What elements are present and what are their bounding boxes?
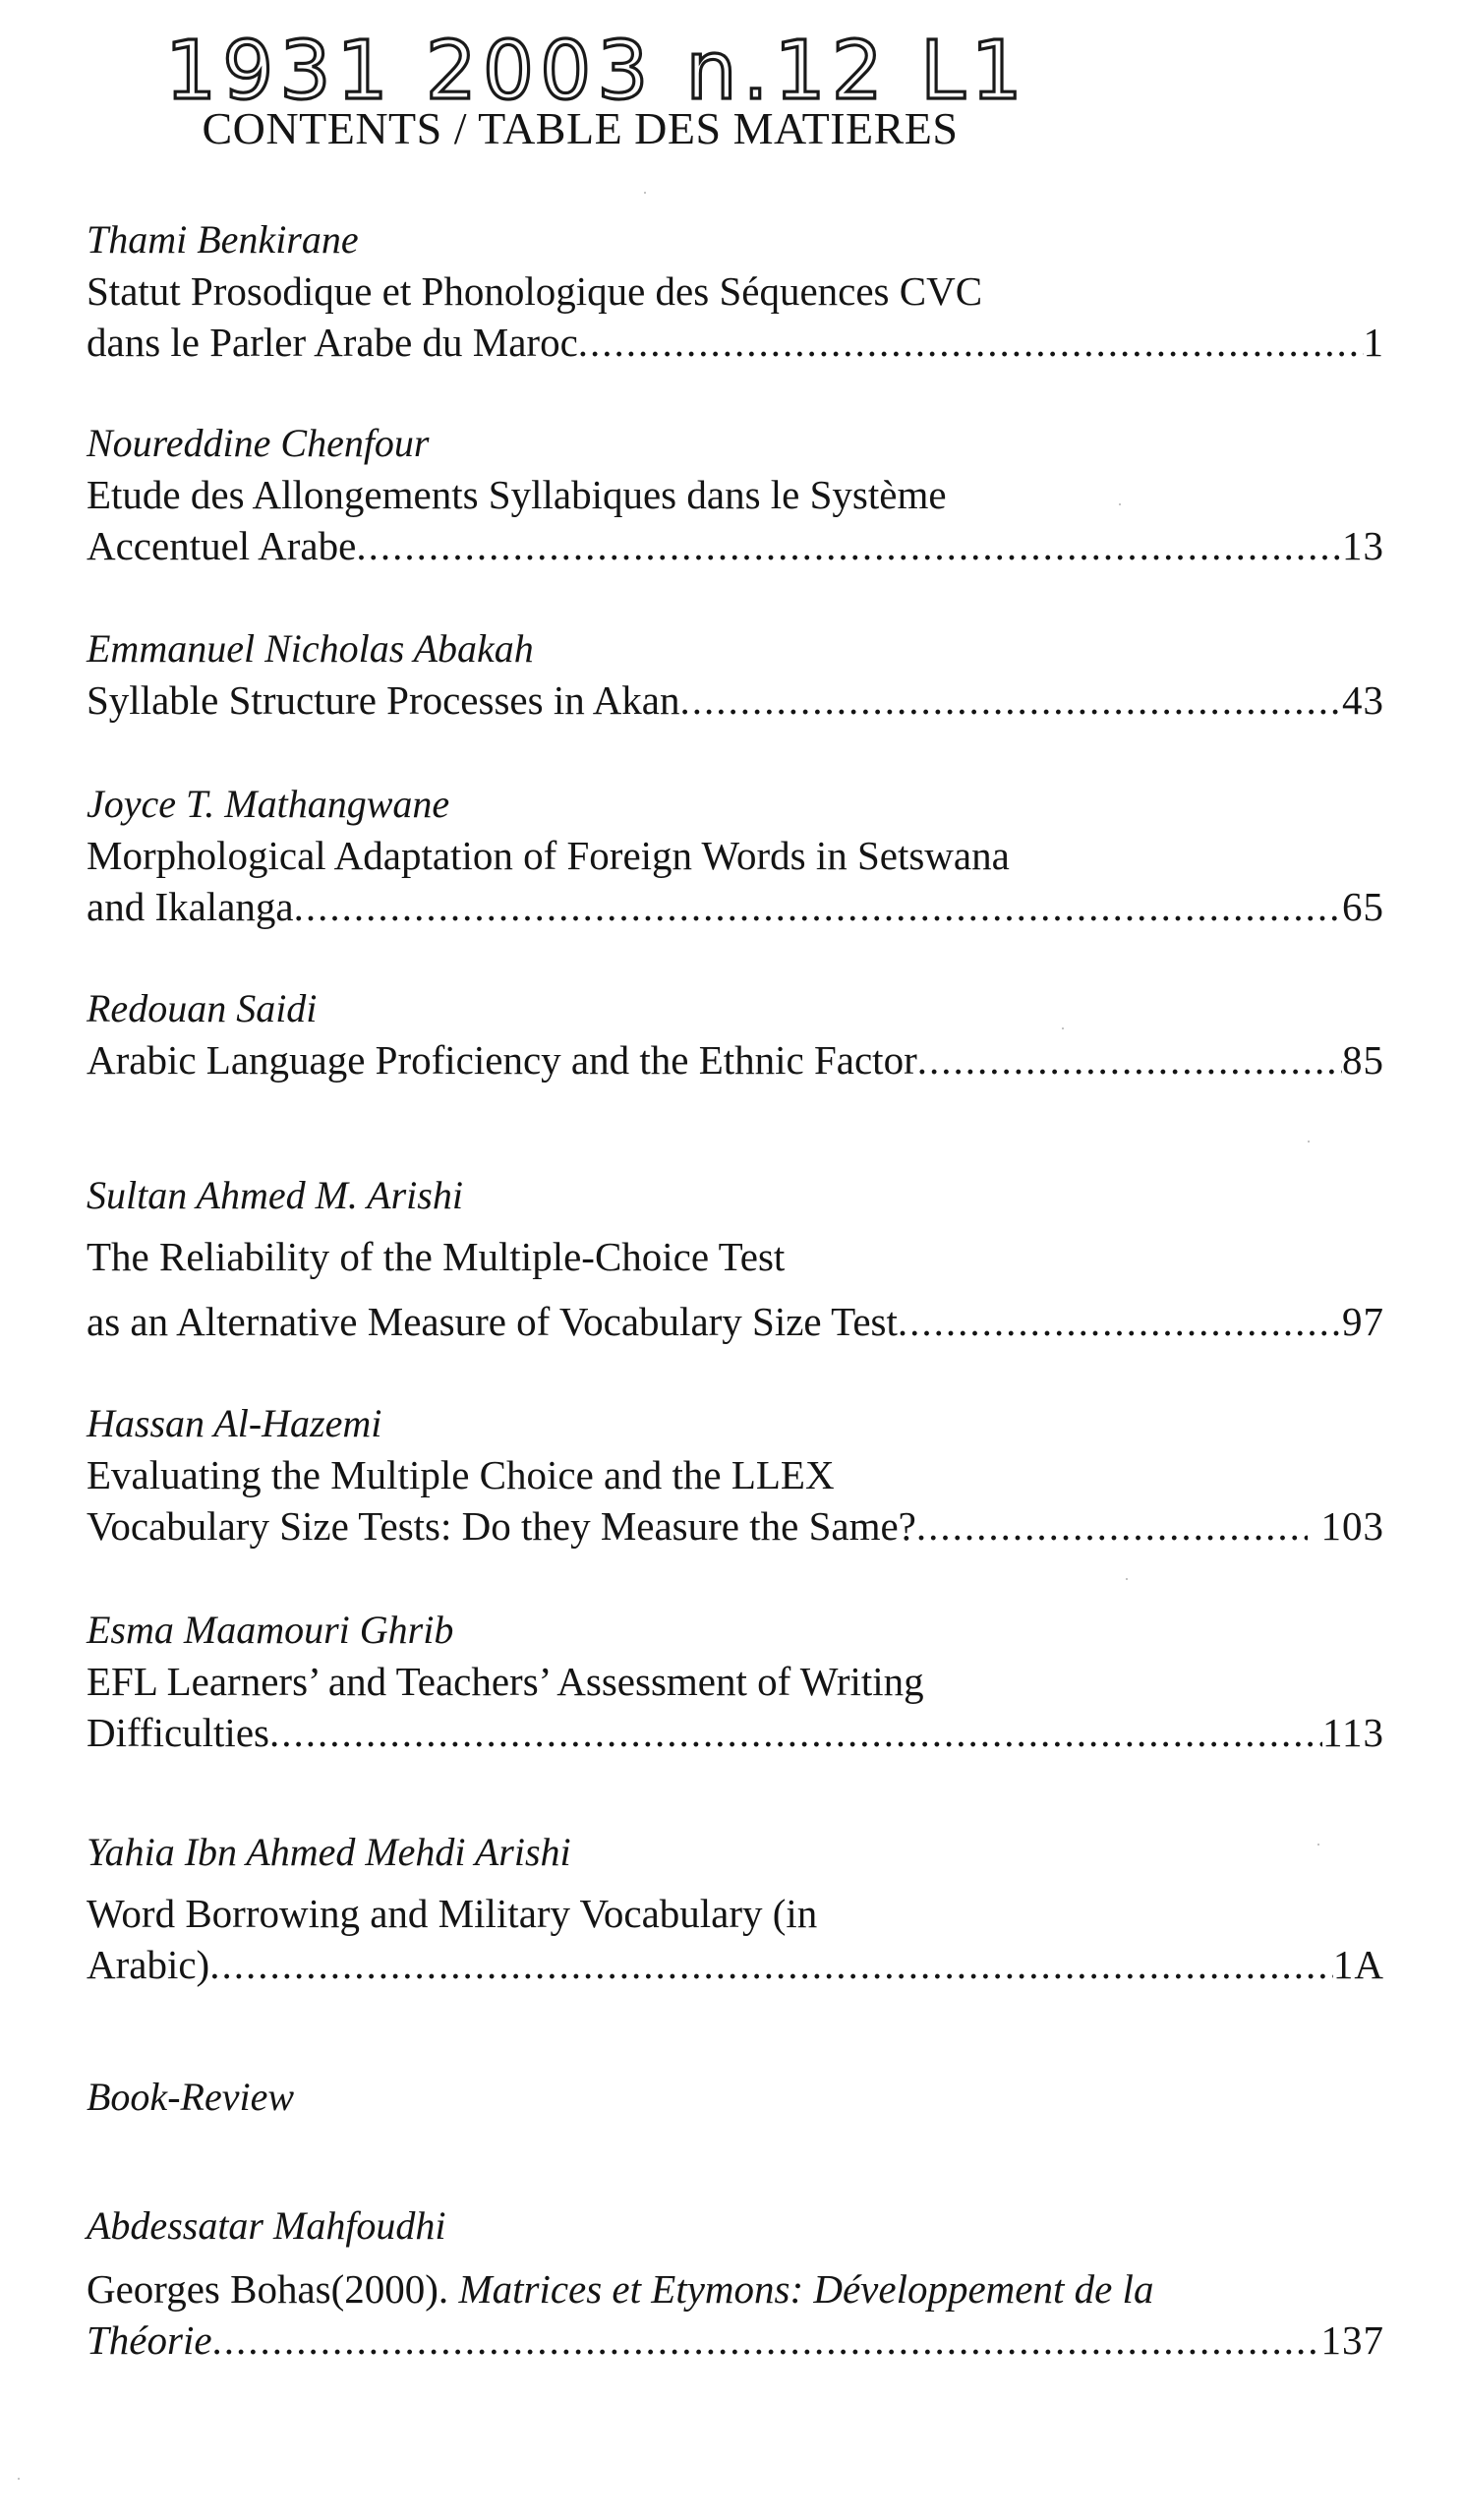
entry-title-line: Word Borrowing and Military Vocabulary (in <box>87 1891 818 1936</box>
dot-leader <box>917 1034 1342 1085</box>
entry-author: Noureddine Chenfour <box>87 421 430 465</box>
entry-author: Abdessatar Mahfoudhi <box>87 2203 446 2248</box>
page-number: 103 <box>1320 1503 1384 1549</box>
toc-entry <box>87 623 1384 726</box>
page-number: 1 <box>1363 320 1384 365</box>
entry-title-text: Arabic Language Proficiency and the Ethnic Factor <box>87 1037 917 1083</box>
entry-title-line: Evaluating the Multiple Choice and the LLEX <box>87 1452 835 1497</box>
entry-title-text: Théorie <box>87 2317 212 2363</box>
entry-title-text: Vocabulary Size Tests: Do they Measure the Same? <box>87 1503 916 1549</box>
page-number: 85 <box>1342 1037 1384 1083</box>
dot-leader <box>916 1500 1308 1552</box>
dot-leader <box>356 520 1342 571</box>
entry-title-last-line <box>87 1939 1384 1990</box>
entry-title-text: Syllable Structure Processes in Akan <box>87 677 680 723</box>
page-number: 65 <box>1342 884 1384 929</box>
page-number: 137 <box>1320 2317 1384 2363</box>
toc-entry <box>87 1398 1384 1552</box>
entry-title-line: Morphological Adaptation of Foreign Words in Setswana <box>87 833 1010 878</box>
entry-author: Thami Benkirane <box>87 217 359 262</box>
toc-entry <box>87 983 1384 1085</box>
toc-entry <box>87 1827 1384 1990</box>
entry-title-last-line <box>87 1034 1384 1085</box>
toc-entry <box>87 779 1384 932</box>
dot-leader <box>212 2315 1321 2366</box>
entry-title-last-line <box>87 1707 1384 1758</box>
entry-title-text: and Ikalanga <box>87 884 294 929</box>
entry-title-line: Etude des Allongements Syllabiques dans le Système <box>87 472 947 517</box>
dot-leader <box>680 674 1342 726</box>
entry-title-last-line <box>87 317 1384 368</box>
entry-title-last-line <box>87 674 1384 726</box>
page-number: 97 <box>1342 1299 1384 1344</box>
entry-title-last-line <box>87 881 1384 932</box>
toc-entry <box>87 418 1384 571</box>
toc-entry-book-review <box>87 2200 1384 2366</box>
entry-author: Hassan Al-Hazemi <box>87 1401 382 1445</box>
dot-leader <box>578 317 1364 368</box>
dot-leader <box>209 1939 1333 1990</box>
entry-title-text: dans le Parler Arabe du Maroc <box>87 320 578 365</box>
entry-title-line: Statut Prosodique et Phonologique des Séquences CVC <box>87 268 983 314</box>
page-number: 1A <box>1332 1942 1384 1987</box>
entry-title-text: as an Alternative Measure of Vocabulary Size Test <box>87 1299 898 1344</box>
toc-entry <box>87 1605 1384 1758</box>
entry-title-last-line <box>87 520 1384 571</box>
handwritten-note-text: 1931 2003 n.12 L1 <box>165 25 1028 118</box>
entry-title-last-line <box>87 2315 1384 2366</box>
entry-author: Yahia Ibn Ahmed Mehdi Arishi <box>87 1830 571 1874</box>
entry-title-line <box>87 2263 1384 2315</box>
entry-author: Redouan Saidi <box>87 986 318 1030</box>
page-number: 113 <box>1322 1710 1384 1755</box>
entry-title-text: Accentuel Arabe <box>87 523 357 568</box>
book-review-heading: Book-Review <box>87 2075 294 2119</box>
review-citation: Georges Bohas(2000). <box>87 2266 459 2312</box>
entry-author: Esma Maamouri Ghrib <box>87 1608 454 1652</box>
dot-leader <box>269 1707 1322 1758</box>
entry-title-line: The Reliability of the Multiple-Choice Test <box>87 1234 786 1279</box>
entry-title-line: EFL Learners’ and Teachers’ Assessment of Writing <box>87 1659 924 1704</box>
entry-author: Sultan Ahmed M. Arishi <box>87 1173 463 1217</box>
entry-title-last-line <box>87 1500 1384 1552</box>
dot-leader <box>898 1296 1342 1347</box>
entry-title-last-line <box>87 1296 1384 1347</box>
page-title: CONTENTS / TABLE DES MATIERES <box>202 103 959 153</box>
entry-title-text: Arabic) <box>87 1942 210 1987</box>
entry-title-text: Difficulties <box>87 1710 269 1755</box>
page-number: 13 <box>1342 523 1384 568</box>
toc-entry <box>87 1170 1384 1347</box>
entry-author: Emmanuel Nicholas Abakah <box>87 626 534 671</box>
entry-author: Joyce T. Mathangwane <box>87 782 450 826</box>
page-number: 43 <box>1342 677 1384 723</box>
toc-entry <box>87 214 1384 368</box>
review-book-title: Matrices et Etymons: Développement de la <box>458 2266 1154 2312</box>
dot-leader <box>294 881 1342 932</box>
